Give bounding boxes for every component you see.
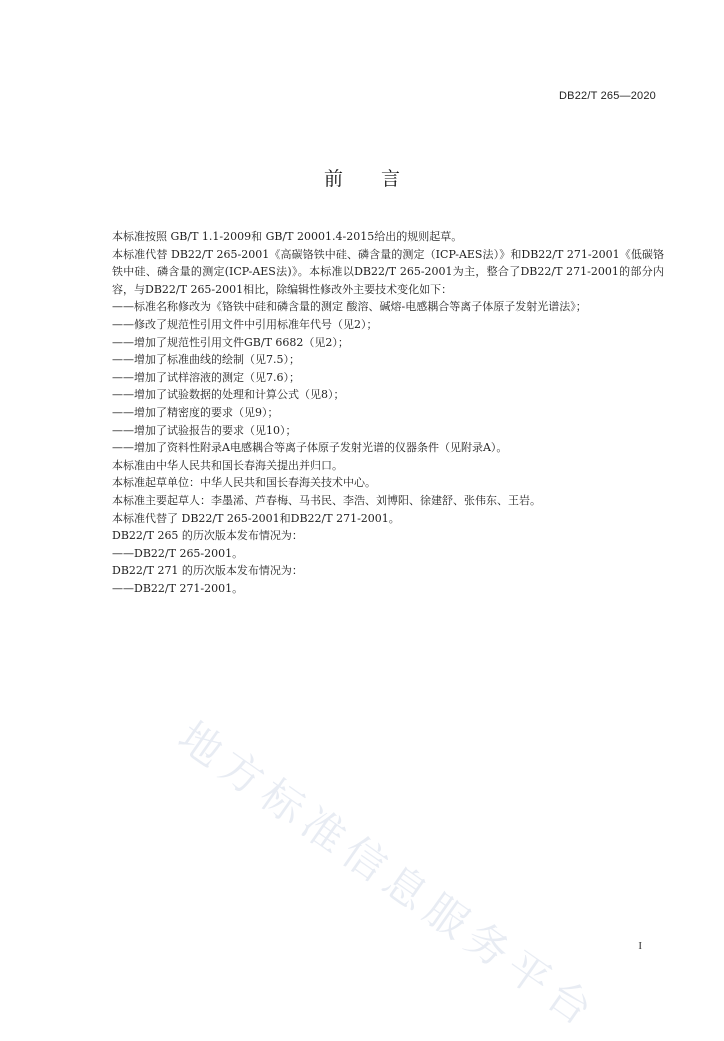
paragraph-replacement: 本标准代替 DB22/T 265-2001《高碳铬铁中硅、磷含量的测定（ICP-AES法）》和DB22/T 271-2001《低碳铬铁中硅、磷含量的测定(ICP-AES法)》。本标准以DB22/T 265-2001为主，整合了DB22/T 271-2001的部分内容，与DB22/T 265-2001相比，除编辑性修改外主要技术变化如下： — [112, 247, 664, 296]
paragraph-drafters: 本标准主要起草人：李墨浠、芦春梅、马书民、李浩、刘博阳、徐建舒、张伟东、王岩。 — [112, 493, 541, 507]
change-item: ——增加了规范性引用文件GB/T 6682（见2）； — [112, 335, 349, 349]
page-number: I — [638, 940, 642, 952]
watermark: 地方标准信息服务平台 — [169, 711, 608, 1039]
change-item: ——标准名称修改为《铬铁中硅和磷含量的测定 酸溶、碱熔-电感耦合等离子体原子发射光谱法》； — [112, 300, 587, 314]
foreword-body — [90, 228, 664, 597]
change-item: ——增加了试验数据的处理和计算公式（见8）； — [112, 388, 345, 402]
change-item: ——增加了标准曲线的绘制（见7.5）； — [112, 353, 300, 367]
paragraph-drafting-rules: 本标准按照 GB/T 1.1-2009和 GB/T 20001.4-2015给出的规则起草。 — [112, 230, 463, 243]
page-title: 前言 — [323, 168, 438, 190]
paragraph-replaces: 本标准代替了 DB22/T 265-2001和DB22/T 271-2001。 — [112, 511, 400, 525]
change-item: ——增加了精密度的要求（见9）； — [112, 405, 279, 419]
change-item: ——增加了试样溶液的测定（见7.6）； — [112, 370, 300, 384]
history-271-intro: DB22/T 271 的历次版本发布情况为： — [112, 564, 303, 578]
change-item: ——增加了试验报告的要求（见10）； — [112, 423, 297, 437]
paragraph-drafting-unit: 本标准起草单位：中华人民共和国长春海关技术中心。 — [112, 476, 376, 490]
standard-code: DB22/T 265—2020 — [559, 90, 656, 102]
history-265-intro: DB22/T 265 的历次版本发布情况为： — [112, 529, 303, 543]
history-271-item: ——DB22/T 271-2001。 — [112, 581, 244, 595]
history-265-item: ——DB22/T 265-2001。 — [112, 546, 244, 560]
change-item: ——增加了资料性附录A电感耦合等离子体原子发射光谱的仪器条件（见附录A）。 — [112, 441, 508, 455]
change-item: ——修改了规范性引用文件中引用标准年代号（见2）； — [112, 317, 378, 331]
paragraph-proposer: 本标准由中华人民共和国长春海关提出并归口。 — [112, 458, 343, 472]
